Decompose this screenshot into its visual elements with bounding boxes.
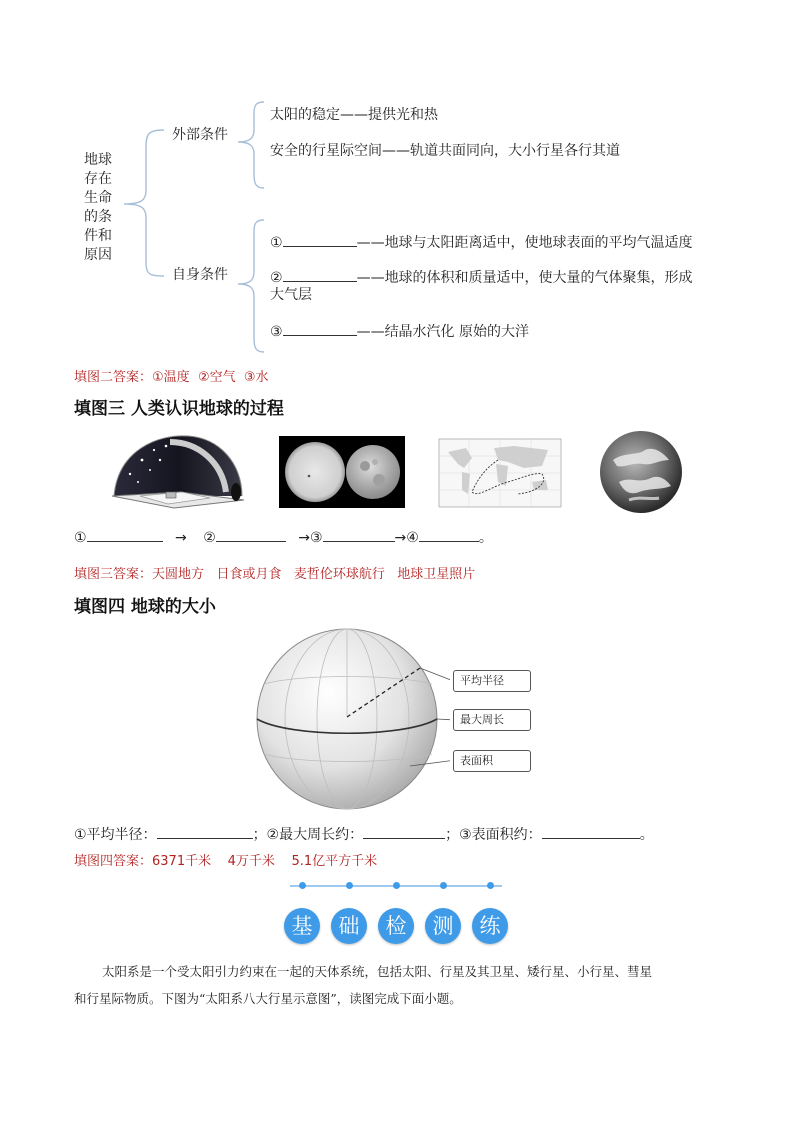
surface-blank[interactable] (542, 824, 640, 839)
blank-1[interactable] (283, 232, 357, 247)
question-paragraph (74, 958, 724, 1012)
radius-label: 平均半径 (453, 670, 531, 692)
seq-blank-3[interactable] (323, 527, 395, 542)
banner-dot-5 (487, 882, 494, 889)
seq-blank-4[interactable] (419, 527, 479, 542)
size-fill-line: ①平均半径： ；②最大周长约： ；③表面积约： 。 (74, 824, 654, 844)
inner-item-1: ① ——地球与太阳距离适中，使地球表面的平均气温适度 (270, 232, 693, 252)
inner-item-2-continued: 大气层 (270, 287, 312, 303)
radius-blank[interactable] (157, 824, 253, 839)
outer-brace (234, 100, 266, 190)
circumference-blank[interactable] (363, 824, 445, 839)
section4-title: 填图四 地球的大小 (74, 597, 216, 617)
sun-moon-drawing (279, 436, 405, 508)
blank-2[interactable] (283, 267, 357, 282)
inner-brace (234, 218, 266, 354)
main-brace (118, 128, 168, 278)
sequence-line: ① → ② →③ →④ 。 (74, 527, 493, 547)
world-map-image (438, 438, 562, 508)
earth-satellite-image (599, 430, 683, 514)
mindmap (0, 0, 794, 360)
circumference-label: 最大周长 (453, 709, 531, 731)
paragraph-line-1: 太阳系是一个受太阳引力约束在一起的天体系统，包括太阳、行星及其卫星、矮行星、小行星、彗星 (102, 964, 653, 979)
dome-image (110, 430, 246, 510)
mindmap-root: 地球 存在 生命 的条 件和 原因 (84, 152, 112, 263)
banner-char-3: 检 (378, 908, 414, 944)
paragraph-line-2: 和行星际物质。下图为“太阳系八大行星示意图”，读图完成下面小题。 (74, 991, 462, 1006)
inner-item-2: ② ——地球的体积和质量适中，使大量的气体聚集，形成 (270, 267, 693, 287)
outer-condition-label: 外部条件 (172, 127, 228, 143)
banner-dot-2 (346, 882, 353, 889)
answer-3: 填图三答案：天圆地方 日食或月食 麦哲伦环球航行 地球卫星照片 (74, 567, 476, 582)
basic-check-banner (280, 880, 520, 950)
banner-char-1: 基 (284, 908, 320, 944)
inner-condition-label: 自身条件 (172, 267, 228, 283)
surface-area-label: 表面积 (453, 750, 531, 772)
globe-diagram (250, 626, 450, 812)
seq-blank-2[interactable] (216, 527, 286, 542)
banner-dot-1 (299, 882, 306, 889)
banner-char-5: 练 (472, 908, 508, 944)
banner-dot-4 (440, 882, 447, 889)
seq-blank-1[interactable] (87, 527, 163, 542)
answer-4: 填图四答案：6371千米 4万千米 5.1亿平方千米 (74, 854, 378, 869)
inner-item-3: ③ ——结晶水汽化 原始的大洋 (270, 321, 529, 341)
outer-item-1: 太阳的稳定——提供光和热 (270, 107, 438, 123)
banner-char-4: 测 (425, 908, 461, 944)
banner-dot-3 (393, 882, 400, 889)
banner-char-2: 础 (331, 908, 367, 944)
section3-title: 填图三 人类认识地球的过程 (74, 399, 284, 419)
blank-3[interactable] (283, 321, 357, 336)
answer-2: 填图二答案：①温度 ②空气 ③水 (74, 370, 269, 385)
sun-moon-image (279, 436, 405, 508)
outer-item-2: 安全的行星际空间——轨道共面同向，大小行星各行其道 (270, 143, 620, 159)
